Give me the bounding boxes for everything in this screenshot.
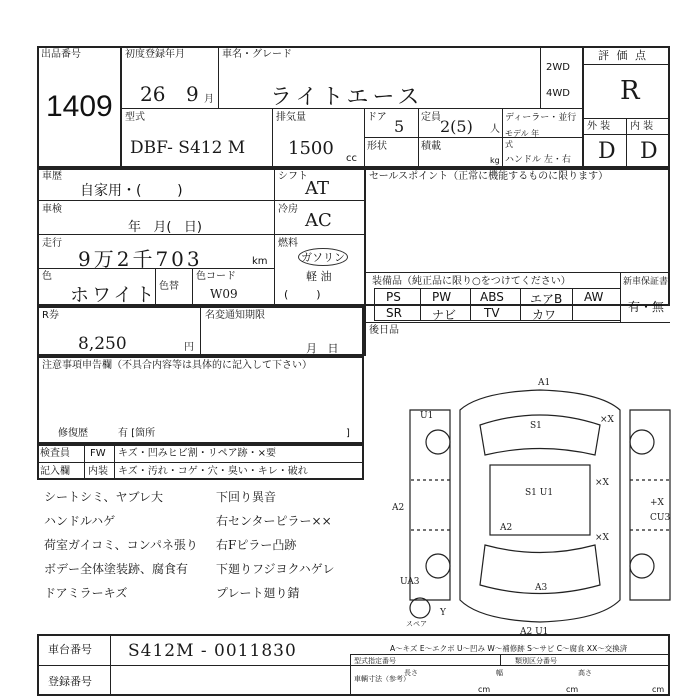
displacement: 1500: [288, 138, 334, 159]
car-damage-diagram: [380, 370, 680, 640]
int-items: キズ・汚れ・コゲ・穴・臭い・キレ・破れ: [118, 466, 308, 477]
sales-point-label: セールスポイント（正常に機能するものに限ります）: [369, 171, 609, 182]
reg-year: 26: [140, 82, 166, 106]
remark-right-3: 右Fピラー凸跡: [216, 538, 297, 552]
doors-label: ドア: [367, 112, 387, 123]
aircon-label: 冷房: [278, 204, 298, 215]
int-score: D: [640, 139, 658, 164]
repair-label: 修復歴: [58, 428, 88, 439]
fuel-label: 燃料: [278, 238, 298, 249]
designation-label: 型式指定番号: [354, 657, 396, 665]
load-label: 積載: [421, 141, 441, 152]
color-value: ホワイト: [70, 284, 158, 306]
name-deadline-value: 月 日: [306, 342, 339, 355]
aftermarket-label: 後日品: [369, 325, 399, 336]
handle-label: ハンドル 左・右: [505, 155, 571, 165]
color-change-label: 色替: [159, 281, 179, 292]
mileage-label: 走行: [42, 238, 62, 249]
mark-a2-mid: A2: [500, 523, 513, 533]
history-value: 自家用・( ): [80, 183, 183, 199]
repair-close: ]: [346, 428, 350, 439]
mark-s1-u1: S1 U1: [525, 488, 554, 498]
remark-left-1: シートシミ、ヤブレ大: [44, 490, 164, 504]
inspector-label: 検査員: [40, 448, 70, 459]
remark-right-4: 下廻りフジヨクハゲレ: [216, 562, 335, 576]
warranty-label: 新車保証書: [623, 277, 669, 287]
mark-a3: A3: [535, 583, 548, 593]
color-code: W09: [210, 287, 238, 301]
color-label: 色: [42, 271, 52, 282]
height-label: 高さ: [578, 669, 592, 677]
remark-right-2: 右センターピラー××: [216, 514, 332, 528]
remark-left-3: 荷室ガイコミ、コンパネ張り: [44, 538, 198, 552]
model-year-label: モデル 年式: [505, 129, 540, 149]
mark-a2-u1: A2 U1: [520, 627, 549, 637]
mark-cu3: CU3: [650, 513, 671, 523]
mark-xx-low: ×X: [595, 533, 609, 543]
reg-month: 9: [186, 82, 199, 106]
lot-number: 1409: [46, 90, 113, 123]
shift-value: AT: [305, 178, 330, 199]
ext-label: 外 装: [587, 121, 611, 132]
type-value: DBF- S412 M: [130, 138, 246, 158]
reg-label: 登録番号: [48, 675, 92, 688]
type-label: 型式: [125, 112, 145, 123]
fuel-diesel: 軽 油: [306, 270, 332, 283]
first-reg-label: 初度登録年月: [125, 49, 185, 60]
kg-unit: kg: [490, 156, 500, 165]
remark-left-5: ドアミラーキズ: [44, 586, 128, 600]
rken-value: 8,250: [78, 334, 127, 354]
score-label: 評 価 点: [598, 49, 648, 62]
capacity: 2(5): [440, 117, 473, 136]
equip-ps: PS: [386, 290, 401, 304]
drive-2wd: 2WD: [546, 62, 570, 73]
km-unit: km: [252, 256, 268, 267]
drive-4wd: 4WD: [546, 88, 570, 99]
mark-s1-top: S1: [530, 421, 542, 431]
mark-u1-left: U1: [420, 411, 434, 421]
mark-a2-left: A2: [392, 503, 405, 513]
mark-y: Y: [440, 608, 446, 618]
fuel-gas: ガソリン: [298, 248, 348, 266]
ext-score: D: [598, 139, 616, 164]
equipment-label: 装備品（純正品に限り○をつけてください）: [372, 276, 571, 287]
equip-navi: ナビ: [432, 308, 457, 322]
model-name-label: 車名・グレード: [222, 49, 292, 60]
mileage-value: 9万2千703: [78, 247, 203, 271]
chassis-label: 車台番号: [48, 643, 92, 656]
cm-unit-1: cm: [478, 685, 491, 694]
mark-ua3: UA3: [400, 577, 420, 587]
chassis-no: S412M - 0011830: [128, 641, 297, 661]
repair-value: 有 [箇所: [118, 428, 156, 439]
equip-pw: PW: [432, 290, 452, 304]
cm-unit-2: cm: [566, 685, 579, 694]
fw-items: キズ・凹みヒビ割・リペア跡・×要: [118, 448, 276, 459]
month-unit: 月: [204, 94, 214, 105]
equip-sr: SR: [386, 306, 402, 320]
displacement-unit: cc: [346, 153, 357, 164]
mark-plus-x: +X: [650, 498, 664, 508]
fuel-other: ( ): [284, 288, 321, 301]
inspection-label: 車検: [42, 204, 62, 215]
notes-label: 注意事項申告欄（不具合内容等は具体的に記入して下さい）: [42, 360, 312, 371]
damage-legend: A～キズ E～エクボ U～凹み W～補修跡 S～サビ C～腐食 XX～交換済: [390, 644, 628, 653]
shift-label: シフト: [278, 171, 308, 182]
vehicle-size-label: 車輌寸法（参考）: [354, 675, 410, 683]
displacement-label: 排気量: [276, 112, 306, 123]
remark-left-4: ボデー全体塗装跡、腐食有: [44, 562, 189, 576]
aircon-value: AC: [305, 210, 332, 231]
equip-tv: TV: [484, 306, 500, 320]
remark-right-5: プレート廻り錆: [216, 586, 300, 600]
fw-label: FW: [90, 448, 106, 459]
warranty-value: 有・無: [628, 300, 665, 314]
doors: 5: [394, 117, 405, 136]
remarks-left: [44, 488, 198, 608]
equip-aw: AW: [584, 290, 604, 304]
equip-abs: ABS: [480, 290, 504, 304]
model-name: ライトエース: [270, 85, 424, 110]
score-value: R: [620, 76, 640, 106]
mark-xx-top: ×X: [600, 415, 614, 425]
name-deadline-label: 名変通知期限: [205, 310, 265, 321]
color-code-label: 色コード: [196, 271, 236, 282]
length-label: 長さ: [404, 669, 418, 677]
capacity-unit: 人: [490, 124, 500, 135]
remark-left-2: ハンドルハゲ: [44, 514, 116, 528]
int-items-label: 内装: [88, 466, 108, 477]
inspection-value: 年 月( 日): [128, 220, 202, 235]
mark-a1: A1: [538, 378, 551, 388]
equip-airbag: エアB: [530, 292, 563, 306]
category-label: 類別区分番号: [515, 657, 557, 665]
history-label: 車歴: [42, 171, 62, 182]
lot-number-label: 出品番号: [41, 49, 81, 60]
remark-right-1: 下回り異音: [216, 490, 277, 504]
entry-label: 記入欄: [40, 466, 70, 477]
mark-xx-mid: ×X: [595, 478, 609, 488]
shape-label: 形状: [367, 141, 387, 152]
capacity-label: 定員: [421, 112, 441, 123]
cm-unit-3: cm: [652, 685, 665, 694]
width-label: 幅: [496, 669, 503, 677]
int-label: 内 装: [630, 121, 654, 132]
yen-unit: 円: [184, 342, 194, 353]
rken-label: R券: [42, 310, 59, 321]
dealer-label: ディーラー・並行: [505, 113, 577, 123]
remarks-right: [216, 488, 335, 608]
equip-leather: カワ: [532, 308, 557, 322]
mark-spare: スペア: [406, 620, 427, 628]
